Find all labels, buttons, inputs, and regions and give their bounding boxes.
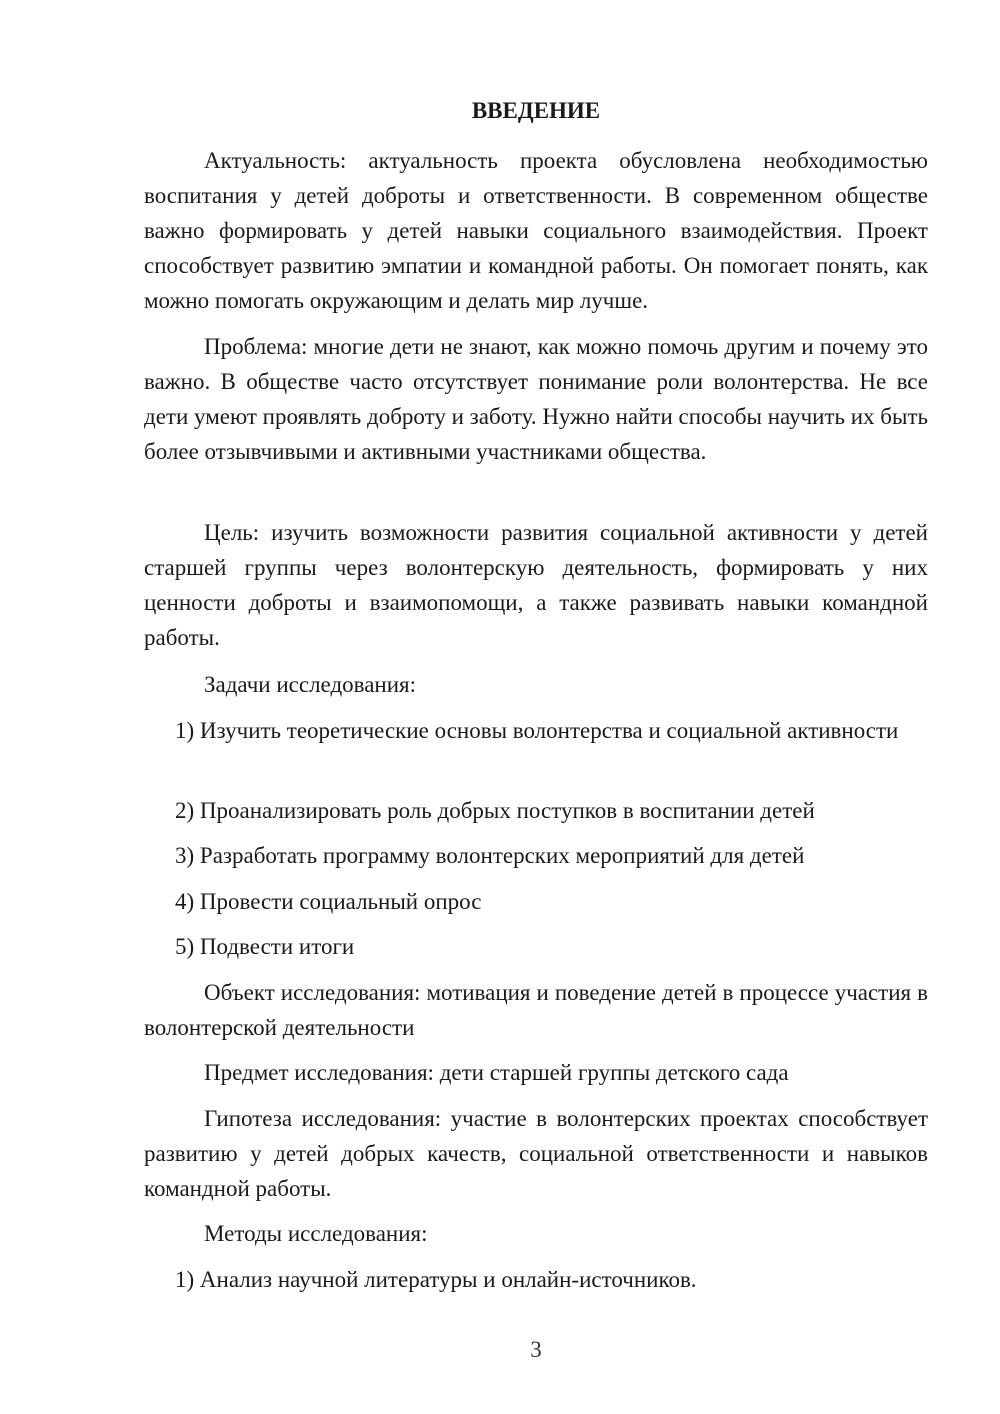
task-item-4: 4) Провести социальный опрос bbox=[175, 889, 482, 914]
page-number: 3 bbox=[530, 1337, 542, 1362]
task-item-5: 5) Подвести итоги bbox=[175, 934, 355, 959]
hypothesis-paragraph: Гипотеза исследования: участие в волонтерских проектах способствует развитию у детей добрых качеств, социальной ответственности и навыков командной работы. bbox=[144, 1106, 928, 1201]
methods-heading: Методы исследования: bbox=[204, 1221, 428, 1246]
relevance-paragraph: Актуальность: актуальность проекта обусловлена необходимостью воспитания у детей доброты и ответственности. В современном обществе важно формировать у детей навыки социального взаимодействия. Проект способствует развитию эмпатии и командной работы. Он помогает понять, как можно помогать окружающим и делать мир лучше. bbox=[144, 148, 928, 313]
problem-paragraph: Проблема: многие дети не знают, как можно помочь другим и почему это важно. В обществе часто отсутствует понимание роли волонтерства. Не все дети умеют проявлять доброту и заботу. Нужно найти способы научить их быть более отзывчивыми и активными участниками общества. bbox=[144, 334, 928, 464]
method-item-1: 1) Анализ научной литературы и онлайн-источников. bbox=[175, 1267, 697, 1292]
task-item-3: 3) Разработать программу волонтерских мероприятий для детей bbox=[175, 843, 805, 868]
task-item-2: 2) Проанализировать роль добрых поступков в воспитании детей bbox=[175, 798, 815, 823]
section-heading: ВВЕДЕНИЕ bbox=[471, 98, 601, 123]
subject-paragraph: Предмет исследования: дети старшей группы детского сада bbox=[204, 1060, 789, 1085]
goal-paragraph: Цель: изучить возможности развития социальной активности у детей старшей группы через волонтерскую деятельность, формировать у них ценности доброты и взаимопомощи, а также развивать навыки командной работы. bbox=[144, 520, 928, 650]
tasks-heading: Задачи исследования: bbox=[204, 672, 417, 697]
task-item-1: 1) Изучить теоретические основы волонтерства и социальной активности bbox=[175, 718, 899, 743]
object-paragraph: Объект исследования: мотивация и поведение детей в процессе участия в волонтерской деятельности bbox=[144, 980, 928, 1040]
